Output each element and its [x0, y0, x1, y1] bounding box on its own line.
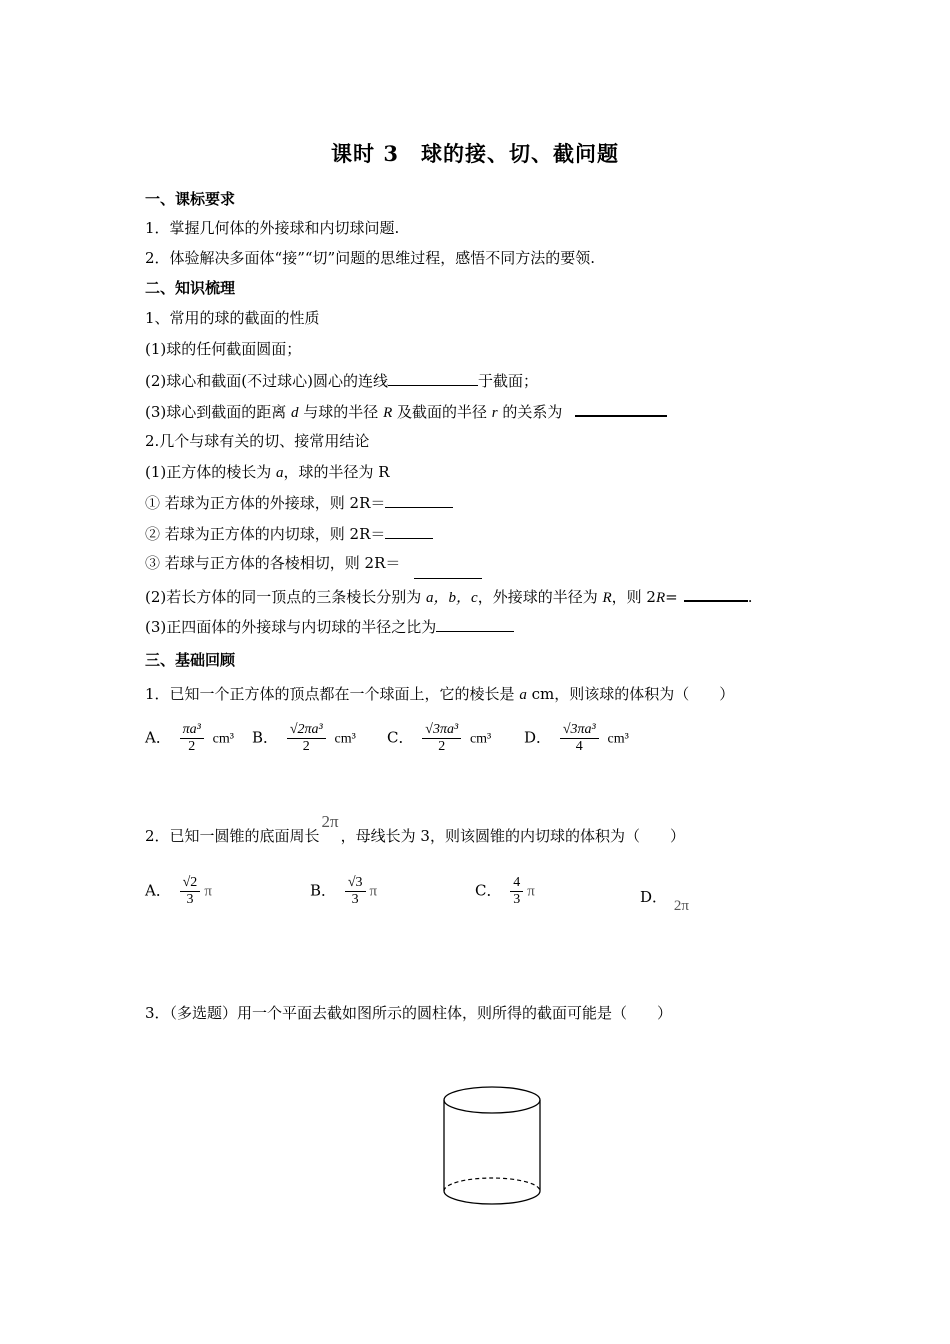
cylinder-figure — [440, 1080, 548, 1212]
question-text: ，母线长为 3，则该圆锥的内切球的体积为（ ） — [340, 827, 685, 845]
knowledge-text: . — [747, 588, 753, 606]
option-label: C． — [475, 881, 502, 900]
section-heading-knowledge: 二、知识梳理 — [145, 279, 236, 297]
variable: a — [519, 687, 527, 703]
denominator: 3 — [351, 892, 359, 907]
question-text: 1．已知一个正方体的顶点都在一个球面上，它的棱长是 — [145, 685, 520, 703]
knowledge-line-6 — [145, 462, 390, 483]
fraction — [345, 875, 366, 908]
knowledge-line-9: ③ 若球与正方体的各棱相切，则 2R＝ — [145, 554, 401, 572]
knowledge-line-7 — [145, 492, 453, 513]
knowledge-text: (2)球心和截面(不过球心)圆心的连线 — [145, 372, 388, 390]
q1-option-c[interactable] — [387, 722, 491, 755]
knowledge-line-4 — [145, 400, 667, 423]
fraction — [180, 722, 204, 755]
knowledge-text: 的关系为 — [497, 403, 563, 421]
answer-blank[interactable] — [388, 370, 478, 386]
question-text: cm，则该球的体积为（ ） — [526, 685, 735, 703]
pi-symbol: π — [527, 883, 535, 900]
pi-symbol: π — [204, 883, 212, 900]
section-heading-review: 三、基础回顾 — [145, 651, 236, 669]
unit: cm³ — [334, 731, 356, 747]
question-1-stem — [145, 684, 734, 705]
cylinder-bottom-front-arc — [444, 1191, 540, 1204]
knowledge-line-3 — [145, 370, 538, 391]
requirement-1: 1．掌握几何体的外接球和内切球问题. — [145, 219, 400, 237]
knowledge-text: ，外接球的半径为 — [477, 588, 603, 606]
answer-blank[interactable] — [684, 585, 748, 602]
pi-value: 2π — [321, 812, 339, 831]
option-label: D． — [524, 728, 552, 747]
option-label: A． — [145, 881, 171, 900]
q2-option-c[interactable] — [475, 875, 535, 908]
knowledge-text: (2)若长方体的同一顶点的三条棱长分别为 — [145, 588, 427, 606]
q1-option-a[interactable] — [145, 722, 234, 755]
variable: d — [291, 405, 299, 421]
knowledge-text: = — [665, 588, 678, 606]
unit: cm³ — [212, 731, 234, 747]
q2-option-a[interactable] — [145, 875, 212, 908]
pi-symbol: π — [369, 883, 378, 900]
question-3-stem: 3．（多选题）用一个平面去截如图所示的圆柱体，则所得的截面可能是（ ） — [145, 1004, 673, 1022]
fraction — [287, 722, 326, 755]
option-label: C． — [387, 728, 414, 747]
knowledge-text: 于截面； — [477, 372, 538, 390]
requirement-2: 2．体验解决多面体“接”“切”问题的思维过程，感悟不同方法的要领. — [145, 249, 595, 267]
numerator: √3πa³ — [560, 722, 599, 739]
denominator: 2 — [438, 739, 446, 754]
denominator: 2 — [188, 739, 196, 754]
unit: cm³ — [607, 731, 629, 747]
option-label: D． — [640, 888, 668, 906]
knowledge-text: (1)正方体的棱长为 — [145, 463, 277, 481]
variable: a — [276, 465, 284, 481]
answer-blank[interactable] — [575, 400, 667, 417]
knowledge-line-1: 1、常用的球的截面的性质 — [145, 309, 320, 327]
knowledge-text: ② 若球为正方体的内切球，则 2R＝ — [145, 525, 386, 543]
variable: R — [383, 405, 393, 421]
unit: cm³ — [469, 731, 492, 747]
section-heading-requirements: 一、课标要求 — [145, 190, 236, 208]
answer-blank[interactable] — [385, 492, 453, 508]
q1-option-b[interactable] — [252, 722, 356, 755]
knowledge-text: 与球的半径 — [298, 403, 384, 421]
page-title: 课时 3 球的接、切、截问题 — [331, 141, 619, 166]
fraction — [560, 722, 599, 755]
knowledge-text: ，则 2 — [611, 588, 656, 606]
knowledge-line-2: (1)球的任何截面圆面； — [145, 340, 302, 358]
q2-option-d[interactable] — [640, 886, 689, 914]
cylinder-bottom-hidden-arc — [444, 1178, 540, 1191]
denominator: 4 — [575, 739, 583, 754]
numerator: πa³ — [180, 722, 204, 739]
fraction — [510, 875, 523, 908]
knowledge-line-11 — [145, 616, 514, 637]
knowledge-line-5: 2.几个与球有关的切、接常用结论 — [145, 432, 370, 450]
fraction — [180, 875, 201, 908]
option-label: A． — [145, 728, 171, 747]
denominator: 3 — [186, 892, 194, 907]
option-label: B． — [310, 881, 337, 900]
numerator: √2πa³ — [287, 722, 326, 739]
knowledge-text: (3)正四面体的外接球与内切球的半径之比为 — [145, 618, 437, 636]
knowledge-line-10 — [145, 585, 753, 608]
numerator: √3 — [345, 875, 366, 892]
variable: a，b，c — [426, 590, 478, 606]
knowledge-text: 及截面的半径 — [392, 403, 492, 421]
variable: R — [602, 590, 612, 606]
fraction — [422, 722, 461, 755]
cylinder-top-ellipse — [444, 1087, 540, 1113]
q2-option-b[interactable] — [310, 875, 377, 908]
knowledge-line-8 — [145, 523, 433, 544]
answer-blank[interactable] — [436, 616, 514, 632]
answer-blank[interactable] — [385, 523, 433, 539]
knowledge-text: ① 若球为正方体的外接球，则 2R＝ — [145, 494, 386, 512]
question-text: 2．已知一圆锥的底面周长 — [145, 827, 320, 845]
answer-blank[interactable] — [414, 578, 482, 579]
denominator: 3 — [513, 892, 521, 907]
numerator: 4 — [510, 875, 523, 892]
variable: R — [655, 590, 666, 606]
denominator: 2 — [302, 739, 310, 754]
knowledge-text: ，球的半径为 R — [283, 463, 390, 481]
q1-option-d[interactable] — [524, 722, 629, 755]
question-2-stem — [145, 812, 685, 846]
option-label: B． — [252, 728, 279, 747]
numerator: √2 — [180, 875, 201, 892]
numerator: √3πa³ — [422, 722, 461, 739]
knowledge-text: (3)球心到截面的距离 — [145, 403, 292, 421]
variable: r — [491, 405, 498, 421]
option-value: 2π — [673, 898, 689, 914]
